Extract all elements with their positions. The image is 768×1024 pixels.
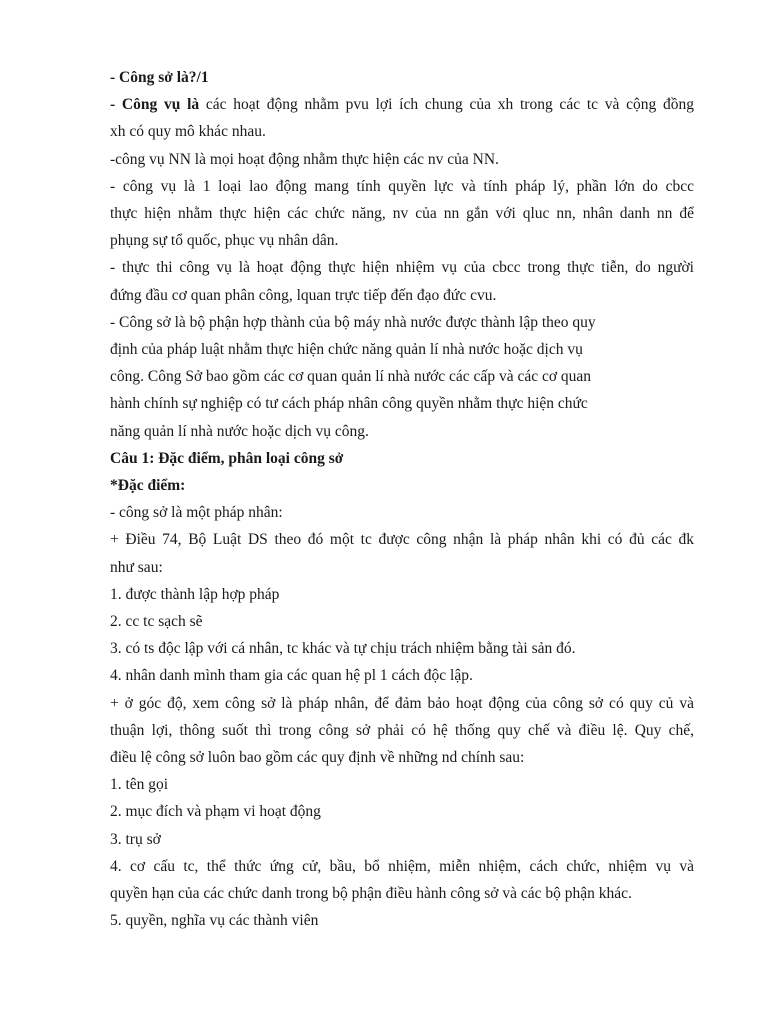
line-text: + ở góc độ, xem công sở là pháp nhân, để đảm bảo hoạt động của công sở có quy củ và [110, 694, 694, 712]
line-text: -công vụ NN là mọi hoạt động nhằm thực hiện các nv của NN. [110, 150, 499, 168]
paragraph-line [110, 499, 694, 526]
bold-text: *Đặc điểm: [110, 477, 186, 495]
paragraph-line [110, 336, 694, 363]
paragraph-line [110, 880, 694, 907]
list-item [110, 581, 694, 608]
paragraph-line [110, 363, 694, 390]
line-text: quyền hạn của các chức danh trong bộ phận điều hành công sở và các bộ phận khác. [110, 885, 632, 903]
list-item [110, 662, 694, 689]
line-text: thuận lợi, thông suốt thì trong công sở phải có hệ thống quy chế và điều lệ. Quy chế, [110, 721, 694, 739]
line-text: - công sở là một pháp nhân: [110, 504, 283, 522]
list-item [110, 608, 694, 635]
line-text: thực hiện nhằm thực hiện các chức năng, nv của nn gắn với qluc nn, nhân danh nn để [110, 205, 694, 223]
line-text: đứng đầu cơ quan phân công, lquan trực tiếp đến đạo đức cvu. [110, 286, 497, 304]
bold-term: - Công vụ là [110, 96, 200, 114]
line-text: 5. quyền, nghĩa vụ các thành viên [110, 912, 319, 930]
paragraph-line [110, 744, 694, 771]
subsection-heading [110, 472, 694, 499]
line-text: 4. nhân danh mình tham gia các quan hệ pl 1 cách độc lập. [110, 667, 473, 685]
line-text: như sau: [110, 558, 163, 576]
paragraph-line [110, 526, 694, 553]
list-item [110, 907, 694, 934]
line-text: điều lệ công sở luôn bao gồm các quy định về những nd chính sau: [110, 749, 525, 767]
line-text: 2. cc tc sạch sẽ [110, 613, 203, 631]
list-item [110, 853, 694, 880]
line-text: 3. có ts độc lập với cá nhân, tc khác và tự chịu trách nhiệm bằng tài sản đó. [110, 640, 576, 658]
paragraph-line [110, 717, 694, 744]
line-text: - công vụ là 1 loại lao động mang tính quyền lực và tính pháp lý, phần lớn do cbcc [110, 177, 694, 195]
line-text: hành chính sự nghiệp có tư cách pháp nhân công quyền nhằm thực hiện chức [110, 395, 588, 413]
bold-text: - Công sở là?/1 [110, 69, 209, 86]
line-text: định của pháp luật nhằm thực hiện chức năng quản lí nhà nước hoặc dịch vụ [110, 341, 583, 359]
list-item [110, 798, 694, 825]
heading-cong-so-la [110, 64, 694, 91]
paragraph-line [110, 118, 694, 145]
line-text: 1. tên gọi [110, 776, 169, 794]
paragraph-line [110, 173, 694, 200]
line-text: + Điều 74, Bộ Luật DS theo đó một tc được công nhận là pháp nhân khi có đủ các đk [110, 531, 694, 549]
paragraph-line [110, 309, 694, 336]
list-item [110, 826, 694, 853]
paragraph-line [110, 91, 694, 118]
line-text: xh có quy mô khác nhau. [110, 123, 266, 141]
section-heading [110, 445, 694, 472]
list-item [110, 635, 694, 662]
line-text: - Công sở là bộ phận hợp thành của bộ máy nhà nước được thành lập theo quy [110, 313, 596, 331]
paragraph-line [110, 390, 694, 417]
paragraph-line [110, 200, 694, 227]
paragraph-line [110, 418, 694, 445]
bold-text: Câu 1: Đặc điểm, phân loại công sở [110, 449, 344, 467]
line-text: các hoạt động nhằm pvu lợi ích chung của xh trong các tc và cộng đồng [199, 96, 694, 114]
paragraph-line [110, 227, 694, 254]
list-item [110, 771, 694, 798]
paragraph-line [110, 254, 694, 281]
paragraph-line [110, 690, 694, 717]
line-text: phụng sự tổ quốc, phục vụ nhân dân. [110, 232, 339, 250]
line-text: 3. trụ sở [110, 830, 161, 848]
line-text: 4. cơ cấu tc, thể thức ứng cử, bầu, bổ nhiệm, miễn nhiệm, cách chức, nhiệm vụ và [110, 857, 694, 875]
line-text: 1. được thành lập hợp pháp [110, 585, 280, 603]
line-text: năng quản lí nhà nước hoặc dịch vụ công. [110, 422, 369, 440]
line-text: - thực thi công vụ là hoạt động thực hiện nhiệm vụ của cbcc trong thực tiễn, do người [110, 259, 694, 277]
line-text: công. Công Sở bao gồm các cơ quan quản lí nhà nước các cấp và các cơ quan [110, 368, 592, 386]
paragraph-line [110, 554, 694, 581]
paragraph-line [110, 282, 694, 309]
line-text: 2. mục đích và phạm vi hoạt động [110, 803, 321, 821]
paragraph-line [110, 146, 694, 173]
